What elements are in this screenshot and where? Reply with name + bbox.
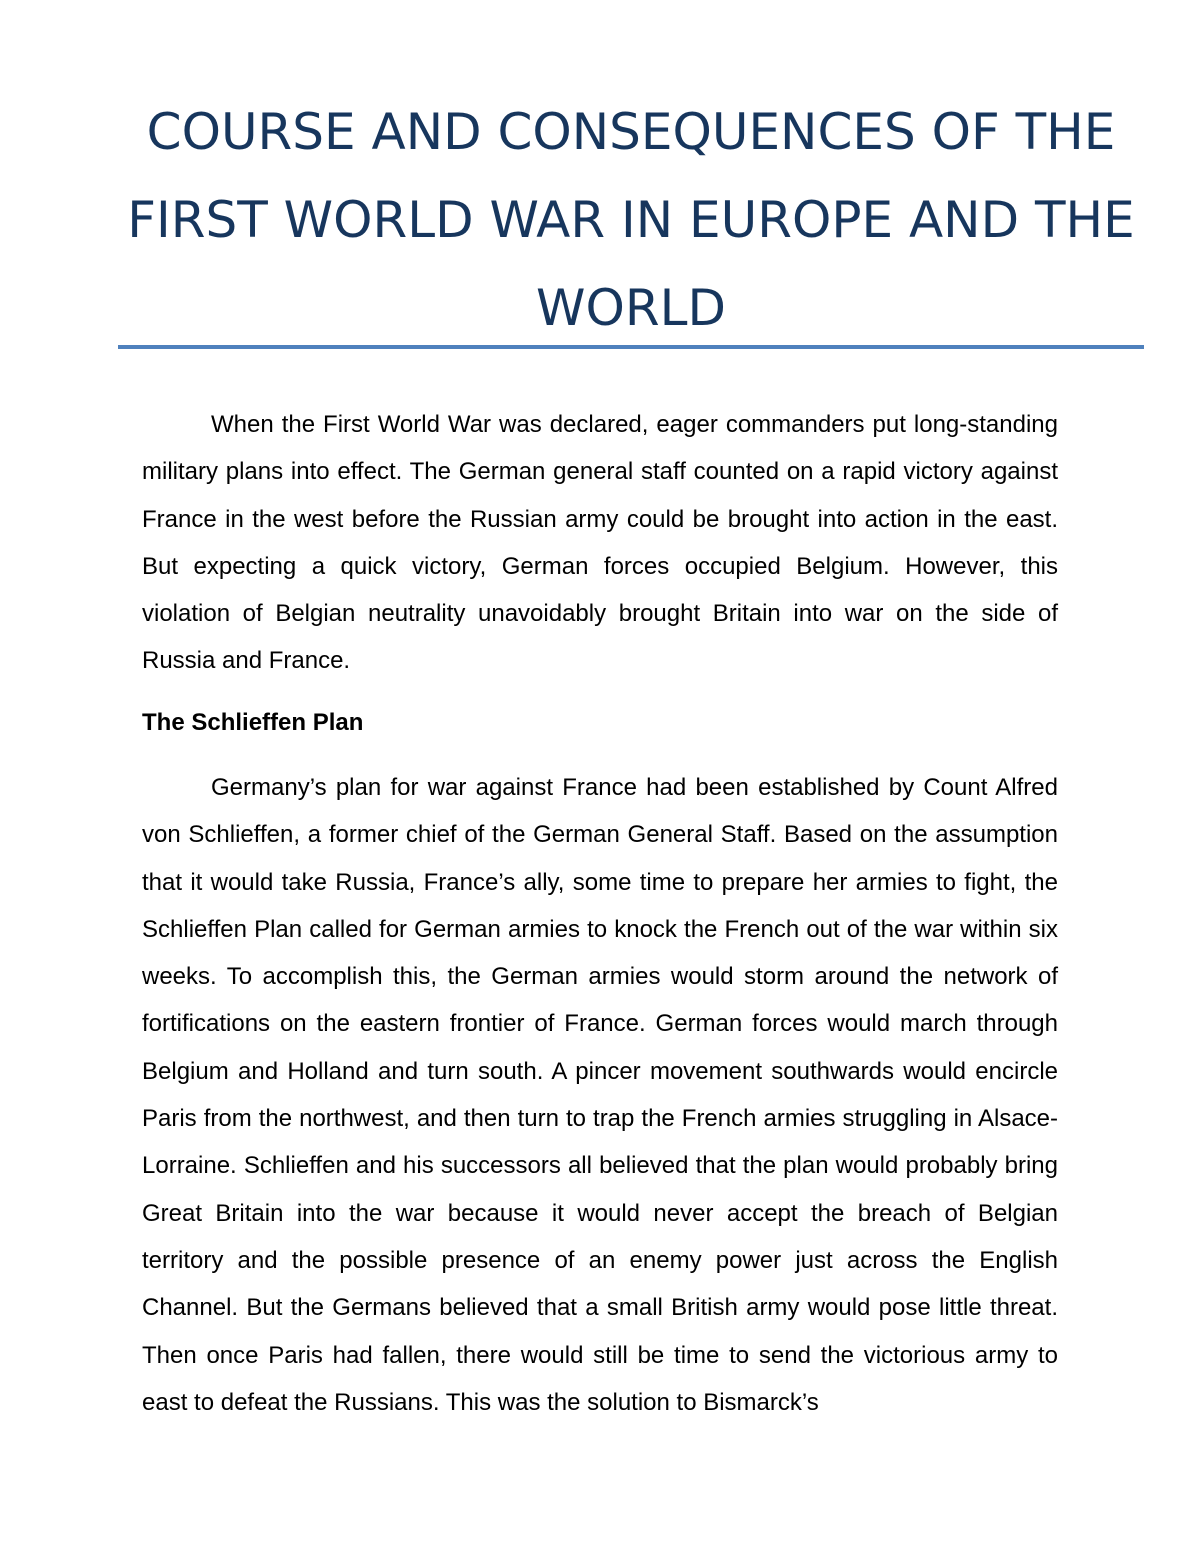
section-heading-schlieffen-plan: The Schlieffen Plan (142, 709, 364, 736)
intro-paragraph: When the First World War was declared, eager commanders put long-standing military plans into effect. The German general staff counted on a rapid victory against France in the west before the Russian army could be brought into action in the east. But expecting a quick victory, German forces occupied Belgium. However, this violation of Belgian neutrality unavoidably brought Britain into war on the side of Russia and France. (142, 411, 1058, 675)
document-title: COURSE AND CONSEQUENCES OF THE FIRST WORLD WAR IN EUROPE AND THE WORLD (127, 103, 1135, 337)
schlieffen-plan-paragraph: Germany’s plan for war against France had been established by Count Alfred von Schlieffen, a former chief of the German General Staff. Based on the assumption that it would take Russia, France’s ally, some time to prepare her armies to fight, the Schlieffen Plan called for German armies to knock the French out of the war within six weeks. To accomplish this, the German armies would storm around the network of fortifications on the eastern frontier of France. German forces would march through Belgium and Holland and turn south. A pincer movement southwards would encircle Paris from the northwest, and then turn to trap the French armies struggling in Alsace-Lorraine. Schlieffen and his successors all believed that the plan would probably bring Great Britain into the war because it would never accept the breach of Belgian territory and the possible presence of an enemy power just across the English Channel. But the Germans believed that a small British army would pose little threat. Then once Paris had fallen, there would still be time to send the victorious army to east to defeat the Russians. This was the solution to Bismarck’s (142, 774, 1058, 1416)
title-underline-divider (118, 345, 1144, 349)
